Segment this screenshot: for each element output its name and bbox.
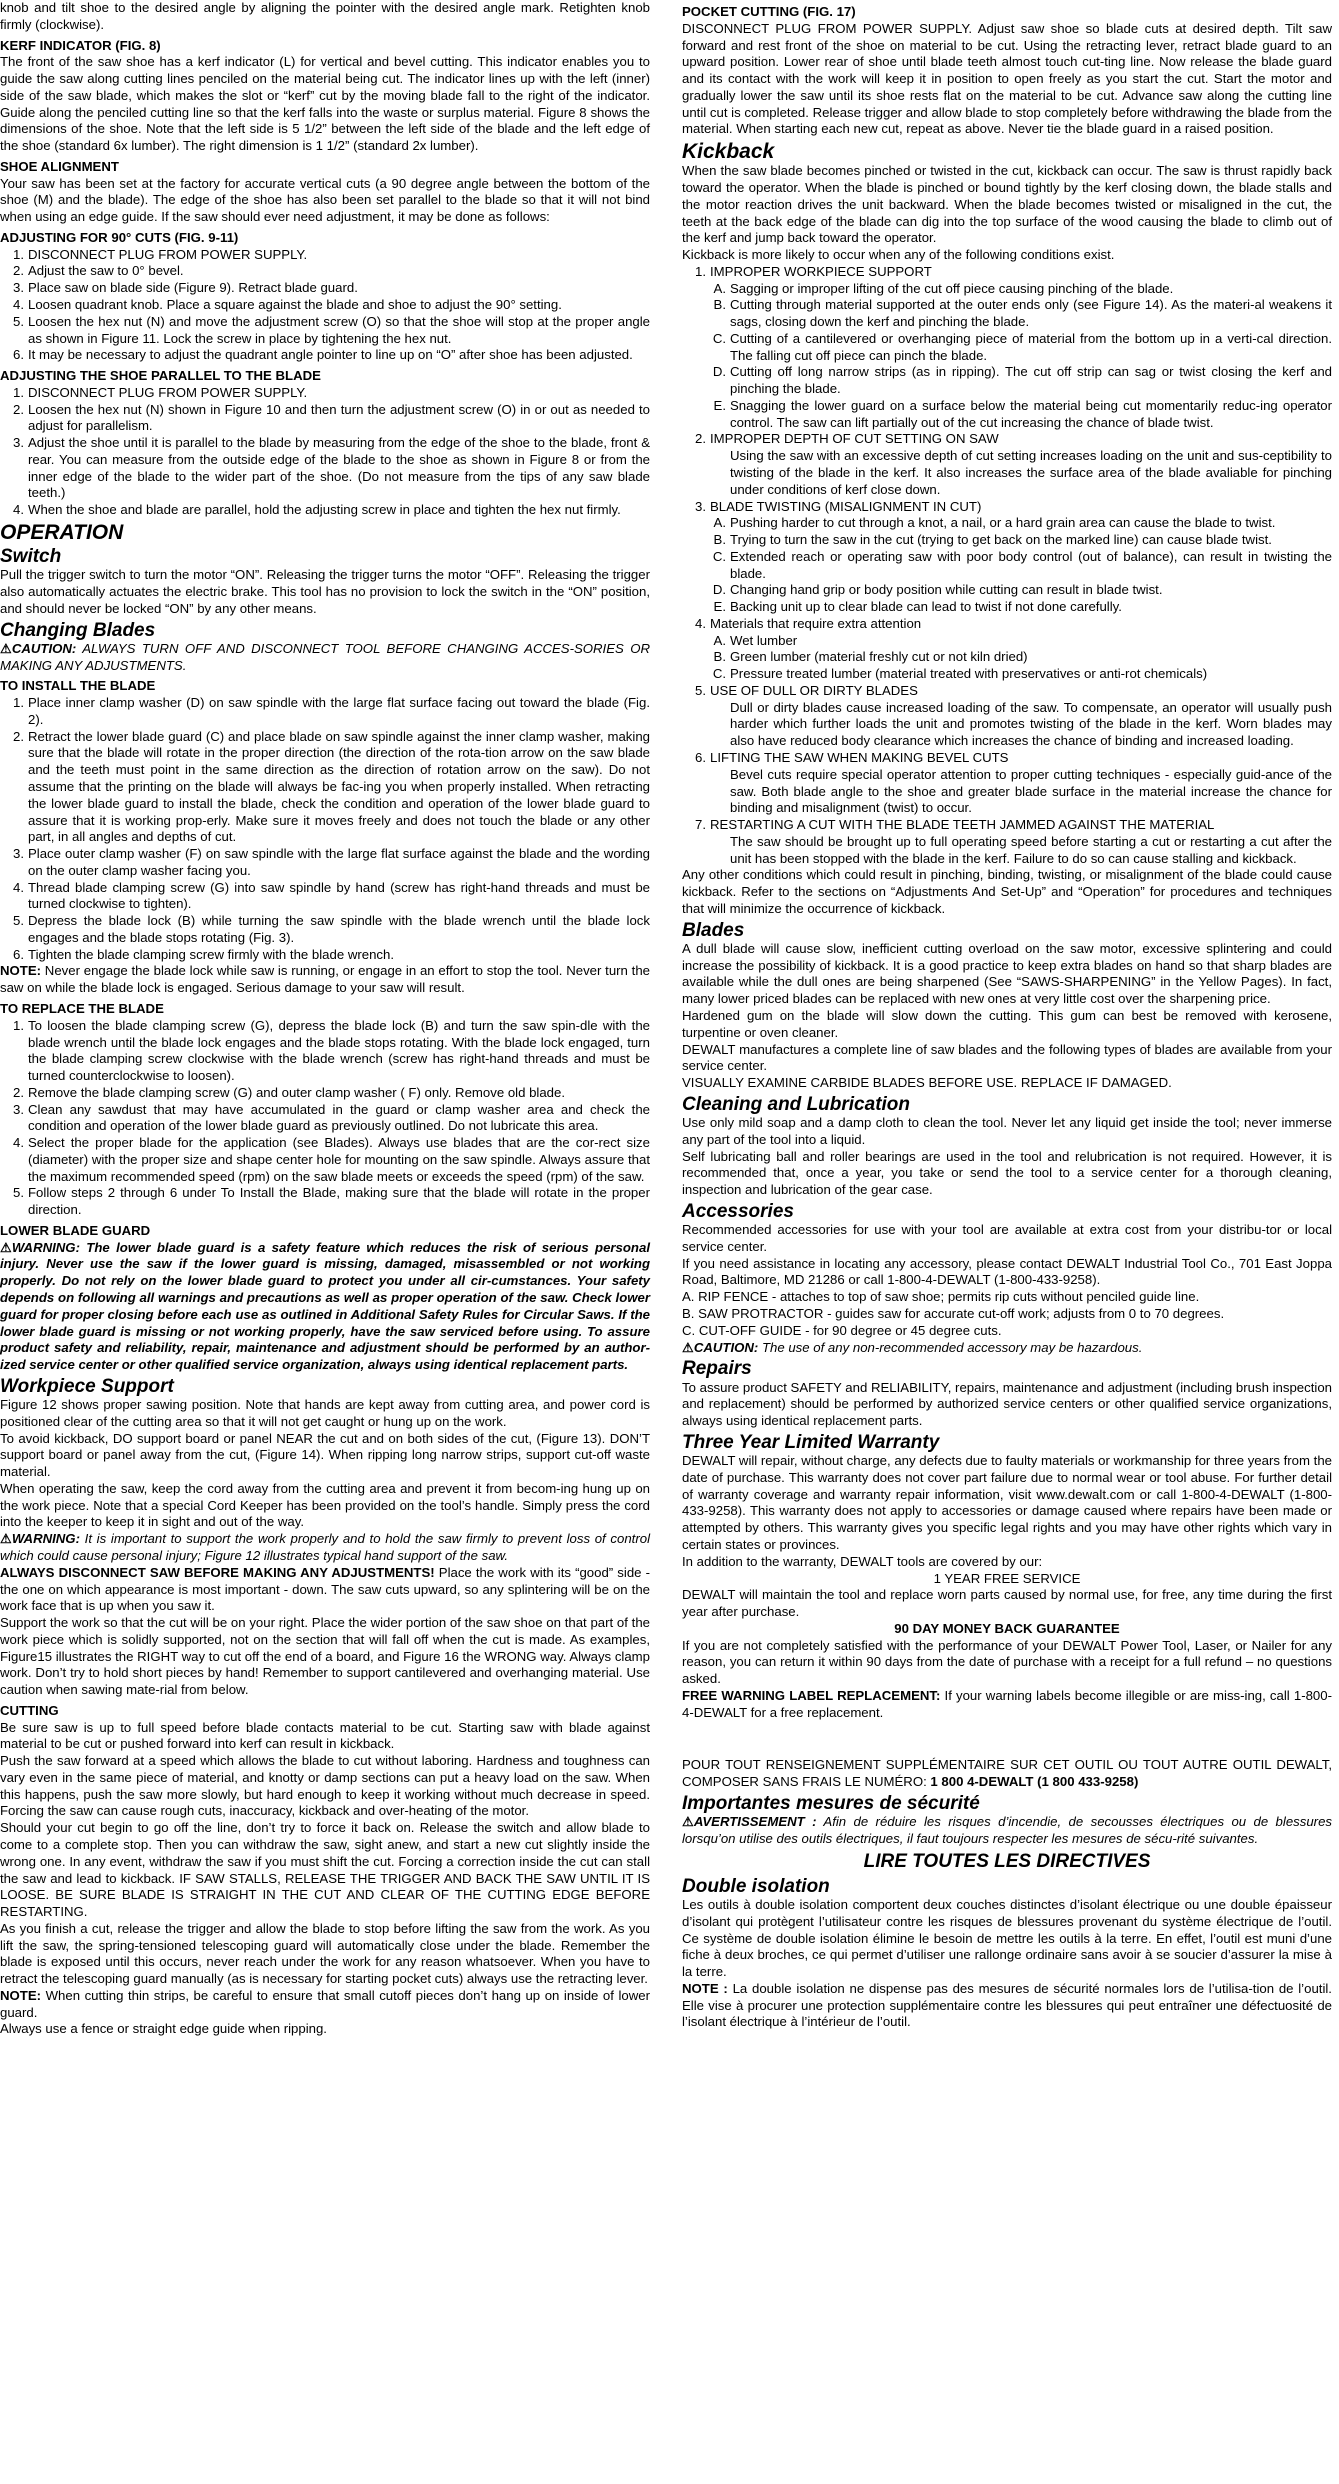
list-item	[682, 649, 1332, 666]
list-marker: 1.	[13, 246, 24, 262]
list-item-text: Place outer clamp washer (F) on saw spindle with the large flat surface against the blade and the wording on the outer clamp washer facing you.	[28, 846, 650, 878]
paragraph: Support the work so that the cut will be on your right. Place the wider portion of the saw shoe on that part of the work piece which is solidly supported, not on the section that will fall off when the cut is made. As examples, Figure15 illustrates the RIGHT way to cut off the end of a board, and Figure 16 the WRONG way. Always clamp work. Don’t try to hold short pieces by hand! Remember to support cantilevered and overhanging material. Use caution when sawing mate-rial from below.	[0, 1615, 650, 1698]
list-marker: 5.	[13, 913, 24, 929]
list-marker: 3.	[13, 846, 24, 862]
paragraph: The front of the saw shoe has a kerf indicator (L) for vertical and bevel cutting. This indicator enables you to guide the saw along cutting lines penciled on the material being cut. The indicator lines up with the left (inner) side of the saw blade, which makes the slot or “kerf” cut by the moving blade fall to the right of the indicator. Guide along the penciled cutting line so that the kerf falls into the waste or surplus material. Figure 8 shows the dimensions of the shoe. Note that the left side is 5 1/2” between the left side of the blade and the left edge of the shoe (standard 6x lumber). The right dimension is 1 1/2” (standard 2x lumber).	[0, 54, 650, 154]
spacer	[682, 1733, 1332, 1745]
list-marker: 4.	[695, 615, 706, 631]
section-heading: Three Year Limited Warranty	[682, 1431, 940, 1453]
list-marker: 3.	[13, 435, 24, 451]
paragraph: Kickback is more likely to occur when any of the following conditions exist.	[682, 247, 1115, 263]
paragraph: If you need assistance in locating any accessory, please contact DEWALT Industrial Tool Co., 701 East Joppa Road, Baltimore, MD 21286 or call 1-800-4-DEWALT (1-800-433-9258).	[682, 1255, 1332, 1288]
list-marker: D.	[712, 582, 726, 598]
list-item-text: When the shoe and blade are parallel, hold the adjusting screw in place and tighten the hex nut firmly.	[28, 502, 621, 518]
list-item-text: Depress the blade lock (B) while turning the saw spindle with the blade wrench until the blade lock engages and the blade stops rotating (Fig. 3).	[28, 913, 650, 945]
subsection-heading: KERF INDICATOR (FIG. 8)	[0, 37, 161, 53]
list-item-text: Extended reach or operating saw with poor body control (out of balance), can result in twisting the blade.	[730, 548, 1332, 581]
paragraph: Recommended accessories for use with your tool are available at extra cost from your distribu-tor or local service center.	[682, 1222, 1332, 1254]
subsection-heading: LOWER BLADE GUARD	[0, 1222, 151, 1238]
paragraph: Self lubricating ball and roller bearings are used in the tool and relubrication is not required. However, it is recommended that, once a year, you take or send the tool to a service center for a thorough cleaning, inspection and lubrication of the gear case.	[682, 1148, 1332, 1198]
list-item	[682, 499, 1332, 516]
warning-text: Afin de réduire les risques d’incendie, de secousses électriques ou de blessures lorsqu’on utilise des outils électriques, il faut toujours respecter les mesures de sécu-rité suivantes.	[682, 1814, 1332, 1846]
paragraph: DEWALT will maintain the tool and replace worn parts caused by normal use, for free, any time during the first year after purchase.	[682, 1587, 1332, 1620]
list-marker: 1.	[13, 1017, 24, 1033]
section-heading: OPERATION	[0, 520, 124, 544]
list-item-text: Backing unit up to clear blade can lead to twist if not done carefully.	[730, 599, 1122, 615]
list-item	[0, 729, 650, 846]
list-item	[682, 582, 1332, 599]
list-item	[682, 750, 1332, 767]
list-marker: 6.	[13, 946, 24, 962]
paragraph: Push the saw forward at a speed which allows the blade to cut without laboring. Hardness and toughness can vary even in the same piece of material, and knotty or damp sections can put a heavy load on the saw. When this happens, push the saw more slowly, but hard enough to keep it working without much decrease in speed. Forcing the saw can cause rough cuts, inaccuracy, kickback and over-heating of the motor.	[0, 1753, 650, 1819]
list-item	[682, 532, 1332, 549]
list-item-text: LIFTING THE SAW WHEN MAKING BEVEL CUTS	[710, 750, 1009, 766]
paragraph: Your saw has been set at the factory for accurate vertical cuts (a 90 degree angle between the bottom of the shoe (M) and the blade). The edge of the shoe has also been set parallel to the blade so that it will not bind when using an edge guide. If the saw should ever need adjustment, it may be done as follows:	[0, 175, 650, 225]
list-item-text: Place inner clamp washer (D) on saw spindle with the large flat surface facing out toward the blade (Fig. 2).	[28, 695, 650, 727]
list-item-text: Green lumber (material freshly cut or not kiln dried)	[730, 649, 1028, 665]
paragraph: Pull the trigger switch to turn the motor “ON”. Releasing the trigger turns the motor “OFF”. Releasing the trigger also automatically actuates the electric brake. This tool has no provision to lock the switch in the “ON” position, and should never be locked “ON” by any other means.	[0, 567, 650, 616]
list-item	[682, 515, 1332, 532]
warning-text: ALWAYS TURN OFF AND DISCONNECT TOOL BEFORE CHANGING ACCES-SORIES OR MAKING ANY ADJUSTMENTS.	[0, 640, 650, 673]
list-marker: C.	[712, 330, 726, 346]
paragraph: VISUALLY EXAMINE CARBIDE BLADES BEFORE USE. REPLACE IF DAMAGED.	[682, 1075, 1172, 1091]
note-label: ALWAYS DISCONNECT SAW BEFORE MAKING ANY ADJUSTMENTS!	[0, 1564, 435, 1580]
list-item	[0, 1102, 650, 1136]
list-item	[682, 599, 1332, 616]
paragraph: A. RIP FENCE - attaches to top of saw shoe; permits rip cuts without penciled guide line.	[682, 1289, 1200, 1305]
list-item	[682, 683, 1332, 700]
centered-line: 1 YEAR FREE SERVICE	[933, 1570, 1081, 1586]
section-heading: Kickback	[682, 140, 775, 164]
paragraph: C. CUT-OFF GUIDE - for 90 degree or 45 degree cuts.	[682, 1322, 1002, 1338]
paragraph: To assure product SAFETY and RELIABILITY, repairs, maintenance and adjustment (including brush inspection and replacement) should be performed by authorized service centers or other qualified service organizations, always using identical replacement parts.	[682, 1379, 1332, 1429]
list-item	[682, 331, 1332, 365]
list-marker: 2.	[13, 728, 24, 744]
list-marker: A.	[713, 632, 726, 648]
warning-label: WARNING:	[11, 1531, 80, 1547]
list-item-text: Thread blade clamping screw (G) into saw spindle by hand (screw has right-hand threads and must be turned clockwise to tighten).	[28, 879, 650, 912]
paragraph: Be sure saw is up to full speed before blade contacts material to be cut. Starting saw with blade against material to be cut or pushed forward into kerf can result in kickback.	[0, 1719, 650, 1752]
right-column	[682, 0, 1332, 2031]
note-text: If your warning labels become illegible or are miss-ing, call 1-800-4-DEWALT for a free replacement.	[682, 1687, 1332, 1720]
list-item-text: Pressure treated lumber (material treated with preservatives or anti-rot chemicals)	[730, 666, 1208, 682]
list-item	[0, 880, 650, 914]
list-marker: 6.	[695, 750, 706, 766]
list-marker: 2.	[695, 431, 706, 447]
centered-title: LIRE TOUTES LES DIRECTIVES	[863, 1850, 1151, 1872]
note-label: NOTE:	[0, 1987, 42, 2003]
list-item-text: Trying to turn the saw in the cut (trying to get back on the marked line) can cause blade twist.	[730, 532, 1272, 548]
list-marker: 6.	[13, 347, 24, 363]
section-heading: Blades	[682, 919, 745, 941]
list-marker: 5.	[13, 1185, 24, 1201]
subsection-heading: ADJUSTING FOR 90° CUTS (FIG. 9-11)	[0, 229, 239, 245]
paragraph: Always use a fence or straight edge guide when ripping.	[0, 2021, 327, 2037]
warning-paragraph	[0, 641, 650, 675]
list-item-body: Dull or dirty blades cause increased loading of the saw. To compensate, an operator will usually push harder which further loads the unit and promotes twisting of the blade in the kerf. Worn blades may also have reduced body clearance which increases the chance of binding and increased loading.	[730, 699, 1332, 749]
list-marker: 1.	[13, 695, 24, 711]
subsection-heading: TO REPLACE THE BLADE	[0, 1000, 164, 1016]
warning-text: The lower blade guard is a safety feature which reduces the risk of serious personal injury. Never use the saw if the lower guard is missing, damaged, misassembled or not working properly. Do not rely on the lower blade guard to protect you under all cir-cumstances. Your safety depends on following all warnings and precautions as well as proper operation of the saw. Check lower guard for proper closing before each use as outlined in Additional Safety Rules for Circular Saws. If the lower blade guard is missing or not working properly, have the saw serviced before using. To assure product safety and reliability, repair, maintenance and adjustment should be performed by an author-ized service center or other qualified service organization, always using identical replacement parts.	[0, 1239, 650, 1373]
section-heading: Workpiece Support	[0, 1375, 174, 1397]
list-item-text: Loosen the hex nut (N) and move the adjustment screw (O) so that the shoe will stop at the proper angle as shown in Figure 11. Lock the screw in place by tightening the hex nut.	[28, 313, 650, 346]
subsection-heading: TO INSTALL THE BLADE	[0, 678, 156, 694]
warning-text: The use of any non-recommended accessory may be hazardous.	[758, 1339, 1143, 1355]
note-paragraph	[682, 1688, 1332, 1722]
section-heading: Switch	[0, 546, 62, 568]
list-item-text: Cutting off long narrow strips (as in ripping). The cut off strip can sag or twist closing the kerf and pinching the blade.	[730, 364, 1332, 397]
list-marker: B.	[713, 532, 726, 548]
list-item	[0, 402, 650, 436]
list-item-text: Changing hand grip or body position while cutting can result in blade twist.	[730, 582, 1163, 598]
list-item-text: Follow steps 2 through 6 under To Install the Blade, making sure that the blade will rotate in the proper direction.	[28, 1185, 650, 1218]
section-heading: Importantes mesures de sécurité	[682, 1792, 980, 1814]
paragraph: When the saw blade becomes pinched or twisted in the cut, kickback can occur. The saw is thrust rapidly back toward the operator. When the blade is pinched or bound tightly by the kerf closing down, the blade stalls and the motor reaction drives the unit backward. When the blade becomes twisted or misaligned in the cut, the teeth at the back edge of the blade can dig into the top surface of the wood causing the blade to climb out of the kerf and jump back toward the operator.	[682, 163, 1332, 246]
list-item	[682, 616, 1332, 633]
list-marker: C.	[712, 666, 726, 682]
warning-triangle-icon: ⚠	[0, 640, 12, 656]
contact-number: 1 800 4-DEWALT (1 800 433-9258)	[930, 1774, 1139, 1790]
list-marker: A.	[713, 515, 726, 531]
list-item-text: Select the proper blade for the application (see Blades). Always use blades that are the cor-rect size (diameter) with the proper size and shape center hole for mounting on the saw spindle. Always assure that the maximum recommended speed (rpm) on the saw blade meets or exceeds the speed (rpm) of the saw.	[28, 1135, 650, 1184]
subsection-heading: CUTTING	[0, 1702, 59, 1718]
list-item	[0, 913, 650, 947]
list-item-text: USE OF DULL OR DIRTY BLADES	[710, 682, 918, 698]
paragraph: knob and tilt shoe to the desired angle by aligning the pointer with the desired angle mark. Retighten knob firmly (clockwise).	[0, 0, 650, 32]
list-item-text: BLADE TWISTING (MISALIGNMENT IN CUT)	[710, 498, 982, 514]
list-marker: 4.	[13, 879, 24, 895]
centered-heading: 90 DAY MONEY BACK GUARANTEE	[894, 1620, 1120, 1636]
list-item-text: IMPROPER WORKPIECE SUPPORT	[710, 263, 932, 279]
note-paragraph	[0, 1565, 650, 1615]
list-item	[0, 263, 650, 280]
list-item	[682, 281, 1332, 298]
note-label: NOTE :	[682, 1980, 728, 1996]
list-marker: 1.	[13, 384, 24, 400]
list-item-body: Using the saw with an excessive depth of cut setting increases loading on the unit and sus-ceptibility to twisting of the blade in the kerf. It also increases the surface area of the blade avaliable for pinching under conditions of kerf close down.	[730, 448, 1332, 497]
list-item	[0, 314, 650, 348]
list-item	[682, 549, 1332, 583]
list-item	[0, 1018, 650, 1085]
warning-paragraph	[0, 1531, 650, 1565]
list-item	[0, 695, 650, 729]
warning-triangle-icon: ⚠	[682, 1814, 694, 1830]
subsection-heading: ADJUSTING THE SHOE PARALLEL TO THE BLADE	[0, 368, 321, 384]
list-marker: 5.	[695, 682, 706, 698]
paragraph: Figure 12 shows proper sawing position. Note that hands are kept away from cutting area, and power cord is positioned clear of the cutting area so that it will not get caught or hung up on the work.	[0, 1397, 650, 1429]
section-heading: Double isolation	[682, 1875, 830, 1897]
list-item-text: Snagging the lower guard on a surface below the material being cut momentarily reduc-ing operator control. The saw can lift partially out of the cut increasing the chance of blade twist.	[730, 397, 1332, 430]
warning-text: It is important to support the work properly and to hold the saw firmly to prevent loss of control which could cause personal injury; Figure 12 illustrates typical hand support of the saw.	[0, 1531, 650, 1563]
list-marker: A.	[713, 280, 726, 296]
note-text: Place the work with its “good” side - the one on which appearance is most important - down. The saw cuts upward, so any splintering will be on the work face that is up when you saw it.	[0, 1564, 650, 1614]
list-item-text: DISCONNECT PLUG FROM POWER SUPPLY.	[28, 384, 308, 400]
section-heading: Repairs	[682, 1358, 752, 1380]
warning-triangle-icon: ⚠	[682, 1339, 694, 1355]
paragraph: Hardened gum on the blade will slow down the cutting. This gum can best be removed with kerosene, turpentine or oven cleaner.	[682, 1008, 1332, 1040]
list-marker: B.	[713, 649, 726, 665]
paragraph: DEWALT will repair, without charge, any defects due to faulty materials or workmanship for three years from the date of purchase. This warranty does not cover part failure due to normal wear or tool abuse. For further detail of warranty coverage and warranty repair information, visit www.dewalt.com or call 1-800-4-DEWALT (1-800-433-9258). This warranty does not apply to accessories or damage caused where repairs have been made or attempted by others. This warranty gives you specific legal rights and you may have other rights which vary in certain states or provinces.	[682, 1453, 1332, 1552]
note-paragraph	[0, 963, 650, 997]
list-marker: 3.	[13, 280, 24, 296]
list-marker: D.	[712, 364, 726, 380]
list-item	[682, 431, 1332, 448]
warning-label: CAUTION:	[11, 640, 77, 656]
list-item-text: Clean any sawdust that may have accumulated in the guard or clamp washer area and check the condition and operation of the lower blade guard as previously outlined. Do not lubricate this area.	[28, 1101, 650, 1134]
paragraph: B. SAW PROTRACTOR - guides saw for accurate cut-off work; adjusts from 0 to 70 degrees.	[682, 1306, 1225, 1322]
list-item	[682, 817, 1332, 834]
list-item-text: Cutting of a cantilevered or overhanging piece of material from the bottom up in a verti-cal direction. The falling cut off piece can pinch the blade.	[730, 330, 1332, 363]
spacer	[682, 1745, 1332, 1757]
list-item-text: It may be necessary to adjust the quadrant angle pointer to line up on “O” after shoe has been adjusted.	[28, 347, 633, 363]
list-item	[0, 502, 650, 519]
list-item	[682, 297, 1332, 331]
list-item	[0, 1185, 650, 1219]
warning-label: AVERTISSEMENT :	[693, 1814, 817, 1830]
list-item-text: IMPROPER DEPTH OF CUT SETTING ON SAW	[710, 431, 999, 447]
list-item	[682, 364, 1332, 398]
list-marker: 2.	[13, 1084, 24, 1100]
left-column	[0, 0, 650, 2038]
warning-label: WARNING:	[11, 1239, 80, 1255]
list-marker: E.	[713, 599, 726, 615]
list-item	[0, 347, 650, 364]
list-marker: 4.	[13, 1135, 24, 1151]
list-item-text: Loosen the hex nut (N) shown in Figure 10 and then turn the adjustment screw (O) in or out as needed to adjust for parallelism.	[28, 401, 650, 434]
list-item-text: To loosen the blade clamping screw (G), depress the blade lock (B) and turn the saw spin-dle with the blade wrench until the blade lock engages and the blade stops rotating. With the blade lock engaged, turn the blade clamping screw clockwise with the blade wrench (screw has right-hand threads and must be turned counterclockwise to loosen).	[28, 1017, 650, 1084]
warning-triangle-icon: ⚠	[0, 1239, 12, 1255]
spacer	[682, 1721, 1332, 1733]
paragraph: Use only mild soap and a damp cloth to clean the tool. Never let any liquid get inside the tool; never immerse any part of the tool into a liquid.	[682, 1115, 1332, 1147]
note-text: La double isolation ne dispense pas des mesures de sécurité normales lors de l’utilisa-tion de l’outil. Elle vise à procurer une protection supplémentaire contre les blessures qui peut entraîner une défectuosité de l’isolant électrique à l’intérieur de l’outil.	[682, 1980, 1332, 2030]
subsection-heading: SHOE ALIGNMENT	[0, 158, 119, 174]
section-heading: Accessories	[682, 1200, 794, 1222]
list-marker: 1.	[695, 263, 706, 279]
list-item-text: Loosen quadrant knob. Place a square against the blade and shoe to adjust the 90° setting.	[28, 297, 562, 313]
list-item-text: Tighten the blade clamping screw firmly with the blade wrench.	[28, 946, 395, 962]
list-marker: 3.	[695, 498, 706, 514]
list-item-text: RESTARTING A CUT WITH THE BLADE TEETH JAMMED AGAINST THE MATERIAL	[710, 817, 1215, 833]
list-item-text: Remove the blade clamping screw (G) and outer clamp washer ( F) only. Remove old blade.	[28, 1084, 566, 1100]
paragraph: In addition to the warranty, DEWALT tools are covered by our:	[682, 1553, 1043, 1569]
paragraph: DISCONNECT PLUG FROM POWER SUPPLY. Adjust saw shoe so blade cuts at desired depth. Tilt saw forward and rest front of the shoe on material to be cut. Using the retracting lever, retract blade guard to an upward position. Lower rear of shoe until blade teeth almost touch cut-ting line. Now release the blade guard and its contact with the work will keep it in position to open freely as you start the cut. Start the motor and gradually lower the saw until its shoe rests flat on the material to be cut. Advance saw along the cutting line until cut is completed. Release trigger and allow blade to stop completely before withdrawing the blade from the material. When starting each new cut, repeat as above. Never tie the blade guard in a raised position.	[682, 20, 1332, 137]
list-marker: 2.	[13, 263, 24, 279]
list-item-text: Place saw on blade side (Figure 9). Retract blade guard.	[28, 280, 358, 296]
list-marker: 5.	[13, 313, 24, 329]
list-item-text: Adjust the shoe until it is parallel to the blade by measuring from the edge of the shoe to the blade, front & rear. You can measure from the outside edge of the blade to the shoe as shown in Figure 8 or from the inner edge of the blade to the wider part of the shoe. (Do not measure from the tips of any saw blade teeth.)	[28, 435, 650, 501]
warning-paragraph	[682, 1340, 1332, 1357]
list-item	[682, 633, 1332, 650]
warning-triangle-icon: ⚠	[0, 1531, 12, 1547]
list-item-body: The saw should be brought up to full operating speed before starting a cut or restarting a cut after the unit has been stopped with the blade in the kerf. Failure to do so can cause stalling and kickback.	[730, 833, 1332, 866]
list-item	[0, 247, 650, 264]
warning-paragraph	[0, 1240, 650, 1374]
list-item-text: Sagging or improper lifting of the cut off piece causing pinching of the blade.	[730, 280, 1174, 296]
list-item-text: Pushing harder to cut through a knot, a nail, or a hard grain area can cause the blade to twist.	[730, 515, 1276, 531]
subsection-heading: POCKET CUTTING (FIG. 17)	[682, 4, 856, 19]
list-item-body: Bevel cuts require special operator attention to proper cutting techniques - especially guid-ance of the saw. Both blade angle to the shoe and greater blade surface in the material increase the chance for binding and misalignment (twist) to occur.	[730, 766, 1332, 816]
paragraph: DEWALT manufactures a complete line of saw blades and the following types of blades are available from your service center.	[682, 1041, 1332, 1074]
list-item-text: Adjust the saw to 0° bevel.	[28, 263, 184, 279]
paragraph: If you are not completely satisfied with the performance of your DEWALT Power Tool, Laser, or Nailer for any reason, you can return it within 90 days from the date of purchase with a receipt for a full refund – no questions asked.	[682, 1637, 1332, 1687]
list-marker: B.	[713, 297, 726, 313]
section-heading: Changing Blades	[0, 619, 156, 641]
paragraph: Les outils à double isolation comportent deux couches distinctes d’isolant électrique ou une double épaisseur d’isolant qui protègent l’utilisateur contre les risques de blessures provenant du système électrique de l’outil. Ce système de double isolation élimine le besoin de mettre les outils à la terre. En effet, l’outil est muni d’une fiche à deux broches, ce qui permet d’utiliser une rallonge ordinaire sans avoir à se soucier d’assurer la mise à la terre.	[682, 1897, 1332, 1980]
paragraph: To avoid kickback, DO support board or panel NEAR the cut and on both sides of the cut, (Figure 13). DON’T support board or panel away from the cut, (Figure 14). When ripping long narrow strips, support cut-off waste material.	[0, 1430, 650, 1480]
list-item-text: Wet lumber	[730, 632, 798, 648]
list-item	[682, 264, 1332, 281]
contact-paragraph	[682, 1757, 1332, 1791]
list-item	[0, 435, 650, 502]
paragraph: When operating the saw, keep the cord away from the cutting area and prevent it from becom-ing hung up on the work piece. Note that a special Cord Keeper has been provided on the tool’s handle. Simply press the cord into the keeper to keep it in sight and out of the way.	[0, 1480, 650, 1530]
note-paragraph	[682, 1981, 1332, 2031]
list-item	[0, 1085, 650, 1102]
note-label: NOTE:	[0, 963, 42, 979]
paragraph: A dull blade will cause slow, inefficient cutting overload on the saw motor, excessive splintering and could increase the possibility of kickback. It is a good practice to keep extra blades on hand so that sharp blades are available while the dull ones are being sharpened (See “SAWS-SHARPENING” in the Yellow Pages). In fact, many lower priced blades can be replaced with new ones at very little cost over the sharpening price.	[682, 940, 1332, 1007]
list-item	[0, 846, 650, 880]
list-item	[0, 947, 650, 964]
list-item	[0, 297, 650, 314]
list-item	[682, 666, 1332, 683]
list-marker: 2.	[13, 401, 24, 417]
warning-paragraph	[682, 1814, 1332, 1848]
list-item	[0, 280, 650, 297]
list-item	[682, 398, 1332, 432]
list-item-text: Materials that require extra attention	[710, 615, 922, 631]
list-item-text: Cutting through material supported at the outer ends only (see Figure 14). As the materi-al weakens it sags, closing down the kerf and pinching the blade.	[730, 297, 1332, 330]
list-marker: E.	[713, 397, 726, 413]
list-item	[0, 385, 650, 402]
list-marker: 4.	[13, 502, 24, 518]
list-item-text: DISCONNECT PLUG FROM POWER SUPPLY.	[28, 246, 308, 262]
paragraph: Any other conditions which could result in pinching, binding, twisting, or misalignment of the blade could cause kickback. Refer to the sections on “Adjustments And Set-Up” and “Operation” for procedures and techniques that will minimize the occurrence of kickback.	[682, 867, 1332, 916]
note-paragraph	[0, 1988, 650, 2022]
note-text: When cutting thin strips, be careful to ensure that small cutoff pieces don’t hang up on inside of lower guard.	[0, 1987, 650, 2020]
paragraph: Should your cut begin to go off the line, don’t try to force it back on. Release the switch and allow blade to come to a complete stop. Then you can withdraw the saw, sight anew, and start a new cut slightly inside the wrong one. In any event, withdraw the saw if you must shift the cut. Forcing a correction inside the cut can stall the saw and lead to kickback. IF SAW STALLS, RELEASE THE TRIGGER AND BACK THE SAW UNTIL IT IS LOOSE. BE SURE BLADE IS STRAIGHT IN THE CUT AND CLEAR OF THE CUTTING EDGE BEFORE RESTARTING.	[0, 1820, 650, 1920]
section-heading: Cleaning and Lubrication	[682, 1093, 911, 1115]
list-marker: C.	[712, 548, 726, 564]
list-item	[0, 1135, 650, 1185]
list-item-text: Retract the lower blade guard (C) and place blade on saw spindle against the inner clamp washer, making sure that the blade will rotate in the proper direction (the direction of the rota-tion arrow on the saw blade and the teeth must point in the same direction as the direction of rotation arrow on the saw). Do not assume that the printing on the blade will always be fac-ing you when properly installed. When retracting the lower blade guard to install the blade, check the condition and operation of the lower blade guard to assure that it is working prop-erly. Make sure it moves freely and does not touch the blade or any other part, in all angles and depths of cut.	[28, 728, 650, 845]
warning-label: CAUTION:	[693, 1339, 759, 1355]
contact-text: POUR TOUT RENSEIGNEMENT SUPPLÉMENTAIRE SUR CET OUTIL OU TOUT AUTRE OUTIL DEWALT, COMPOSER SANS FRAIS LE NUMÉRO:	[682, 1757, 1332, 1790]
note-text: Never engage the blade lock while saw is running, or engage in an effort to stop the tool. Never turn the saw on while the blade lock is engaged. Serious damage to your saw will result.	[0, 963, 650, 996]
paragraph: As you finish a cut, release the trigger and allow the blade to stop before lifting the saw from the work. As you lift the saw, the spring-tensioned telescoping guard will automatically close under the blade. Remember the blade is exposed until this occurs, never reach under the work for any reason whatsoever. When you have to retract the telescoping guard manually (as is necessary for starting pocket cuts) always use the retracting lever.	[0, 1920, 650, 1987]
note-label: FREE WARNING LABEL REPLACEMENT:	[682, 1687, 941, 1703]
list-marker: 4.	[13, 297, 24, 313]
list-marker: 7.	[695, 817, 706, 833]
list-marker: 3.	[13, 1101, 24, 1117]
